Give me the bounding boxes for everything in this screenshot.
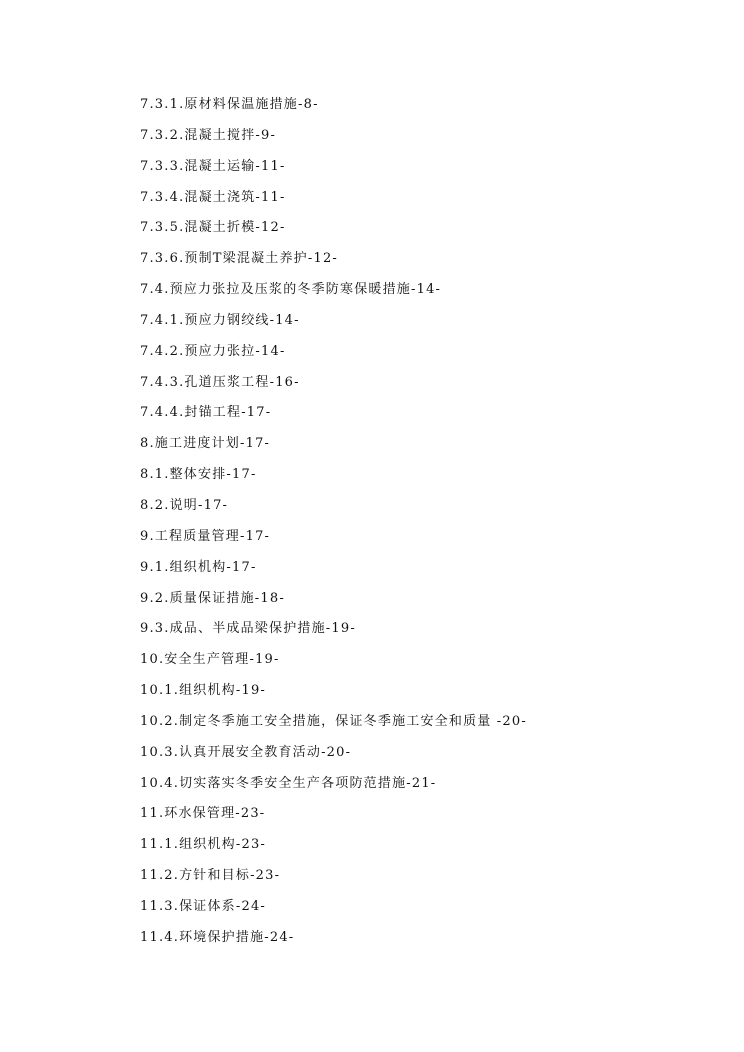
toc-entry-7-3-5: 7.3.5.混凝土折模-12-	[140, 220, 286, 236]
toc-entry-11-1: 11.1.组织机构-23-	[140, 837, 267, 853]
toc-entry-9-3: 9.3.成品、半成品梁保护措施-19-	[140, 621, 356, 637]
toc-entry-7-4: 7.4.预应力张拉及压浆的冬季防寒保暖措施-14-	[140, 282, 442, 298]
toc-entry-7-4-4: 7.4.4.封锚工程-17-	[140, 405, 272, 421]
toc-entry-7-3-2: 7.3.2.混凝土搅拌-9-	[140, 127, 277, 143]
toc-entry-7-3-3: 7.3.3.混凝土运输-11-	[140, 158, 286, 174]
toc-entry-11: 11.环水保管理-23-	[140, 806, 266, 822]
toc-entry-11-4: 11.4.环境保护措施-24-	[140, 929, 295, 945]
table-of-contents	[140, 90, 527, 954]
toc-entry-9-2: 9.2.质量保证措施-18-	[140, 590, 285, 606]
toc-entry-10-3: 10.3.认真开展安全教育活动-20-	[140, 744, 352, 760]
toc-entry-9-1: 9.1.组织机构-17-	[140, 559, 257, 575]
toc-entry-10-1: 10.1.组织机构-19-	[140, 683, 267, 699]
toc-entry-10: 10.安全生产管理-19-	[140, 652, 280, 668]
toc-entry-7-4-2: 7.4.2.预应力张拉-14-	[140, 343, 286, 359]
toc-entry-8: 8.施工进度计划-17-	[140, 436, 271, 452]
toc-entry-8-1: 8.1.整体安排-17-	[140, 467, 257, 483]
toc-entry-10-2: 10.2.制定冬季施工安全措施，保证冬季施工安全和质量 -20-	[140, 713, 527, 729]
toc-entry-7-3-1: 7.3.1.原材料保温施措施-8-	[140, 97, 319, 112]
toc-entry-7-3-6: 7.3.6.预制T梁混凝土养护-12-	[140, 251, 339, 267]
toc-entry-8-2: 8.2.说明-17-	[140, 497, 229, 513]
toc-entry-9: 9.工程质量管理-17-	[140, 528, 271, 544]
toc-entry-11-2: 11.2.方针和目标-23-	[140, 868, 281, 884]
toc-entry-7-3-4: 7.3.4.混凝土浇筑-11-	[140, 189, 286, 205]
toc-entry-10-4: 10.4.切实落实冬季安全生产各项防范措施-21-	[140, 775, 437, 791]
toc-entry-7-4-1: 7.4.1.预应力钢绞线-14-	[140, 312, 300, 328]
toc-entry-7-4-3: 7.4.3.孔道压浆工程-16-	[140, 374, 300, 390]
toc-entry-11-3: 11.3.保证体系-24-	[140, 898, 267, 914]
